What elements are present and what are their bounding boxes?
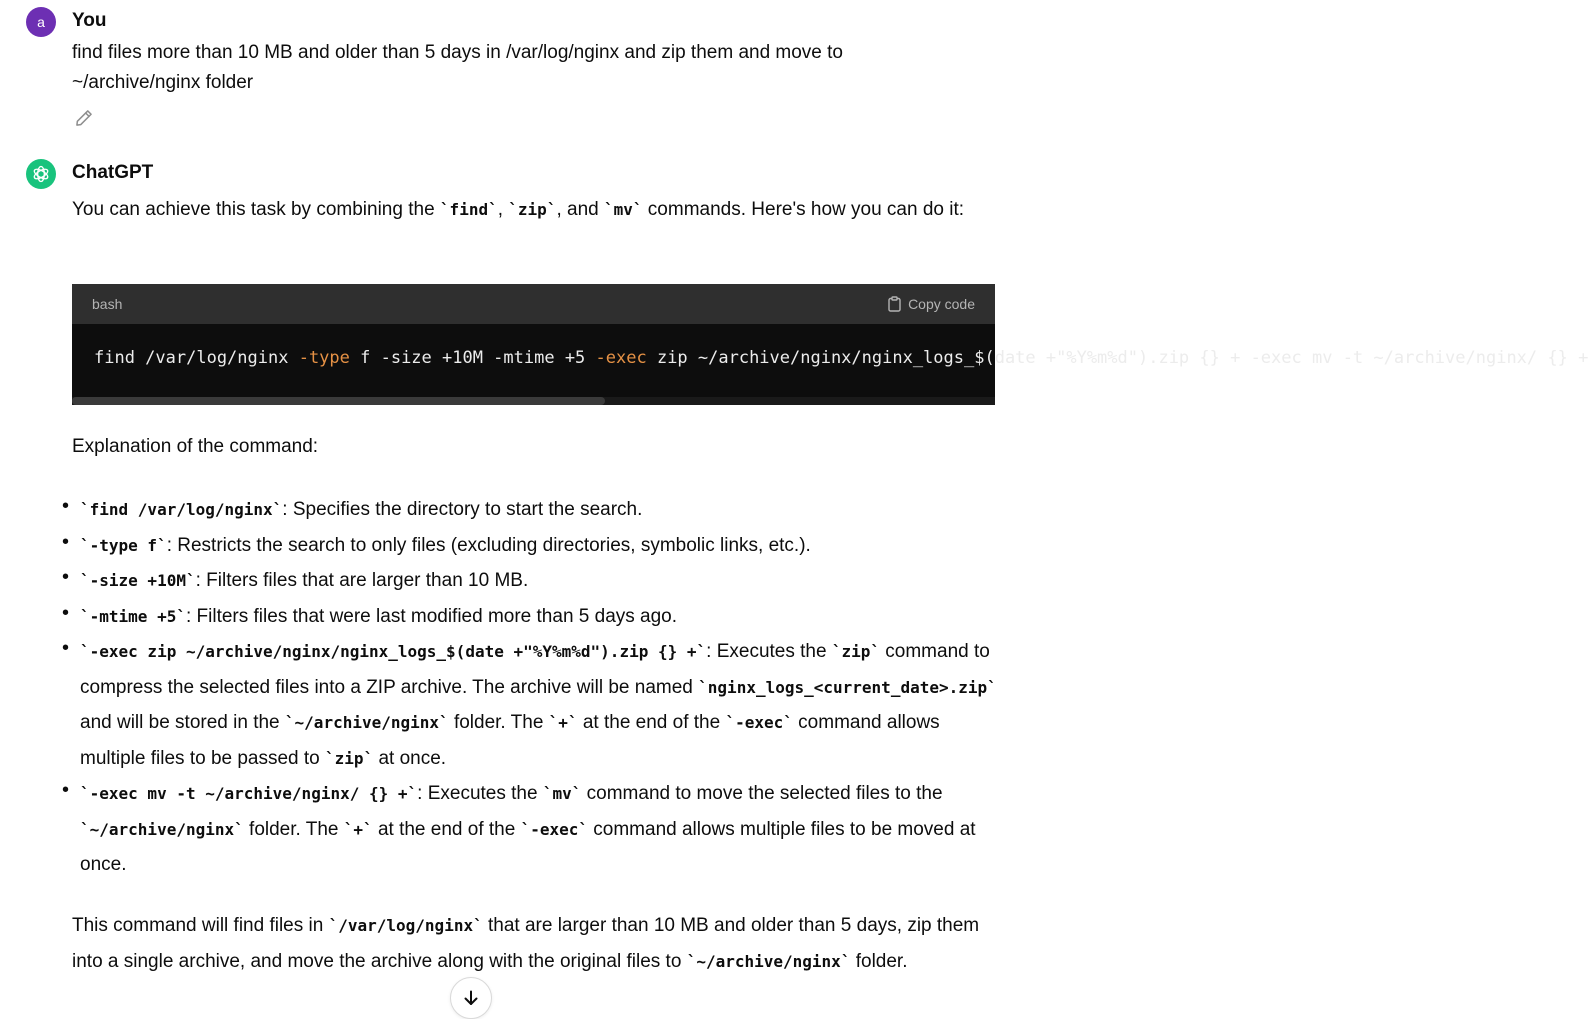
list-item xyxy=(62,634,997,776)
inline-code: `-exec zip ~/archive/nginx/nginx_logs_$(date +"%Y%m%d").zip {} +` xyxy=(80,642,707,661)
list-item-text: : Executes the xyxy=(417,783,543,804)
summary-text: folder. xyxy=(850,950,908,972)
edit-message-button[interactable] xyxy=(74,108,94,128)
list-item-text: command to compress the selected files into a ZIP archive. The archive will be named xyxy=(80,641,990,698)
code-keyword: -type xyxy=(298,348,350,368)
copy-code-button[interactable] xyxy=(887,296,975,312)
assistant-author-name: ChatGPT xyxy=(72,162,154,183)
inline-code: `/var/log/nginx` xyxy=(328,916,483,935)
list-item-text: : Restricts the search to only files (excluding directories, symbolic links, etc.). xyxy=(166,534,811,556)
list-item-text: : Specifies the directory to start the search. xyxy=(282,499,643,520)
inline-code: `nginx_logs_<current_date>.zip` xyxy=(698,677,997,697)
list-item-text: and will be stored in the xyxy=(80,712,285,733)
scroll-to-bottom-button[interactable] xyxy=(450,977,492,1019)
list-item xyxy=(62,528,997,564)
code-keyword: -exec xyxy=(595,348,647,368)
arrow-down-icon xyxy=(462,989,480,1007)
intro-text: , and xyxy=(556,199,604,220)
list-item-text: : Filters files that were last modified more than 5 days ago. xyxy=(185,605,678,627)
clipboard-icon xyxy=(887,296,902,312)
list-item-text: folder. The xyxy=(243,818,344,840)
code-horizontal-scrollbar[interactable] xyxy=(72,397,995,405)
intro-text: , xyxy=(497,199,509,220)
list-item-text: command to move the selected files to the xyxy=(581,783,943,804)
list-item-text: at the end of the xyxy=(372,818,521,840)
list-item-text: folder. The xyxy=(448,712,549,733)
summary-text: that are larger than 10 MB and older than 5 days, zip them into a single archive, and move the archive along with the original files to xyxy=(72,915,980,972)
code-text: zip ~/archive/nginx/nginx_logs_$(date +"%Y%m%d").zip {} + -exec mv -t ~/archive/nginx/ {} + xyxy=(646,348,1588,368)
inline-code: `zip` xyxy=(508,200,557,219)
inline-code: `-exec` xyxy=(725,713,793,732)
inline-code: `find` xyxy=(439,200,498,219)
inline-code: `find /var/log/nginx` xyxy=(80,500,283,519)
inline-code: `-exec mv -t ~/archive/nginx/ {} +` xyxy=(80,784,418,803)
code-block-header xyxy=(72,284,995,324)
code-scrollbar-thumb[interactable] xyxy=(72,397,605,405)
copy-code-label: Copy code xyxy=(908,296,975,312)
inline-code: `zip` xyxy=(831,642,880,661)
user-avatar xyxy=(26,7,56,37)
inline-code: `-mtime +5` xyxy=(80,606,186,626)
list-item xyxy=(62,563,997,599)
inline-code: `~/archive/nginx` xyxy=(284,713,449,732)
inline-code: `mv` xyxy=(542,784,582,803)
inline-code: `+` xyxy=(343,819,373,839)
list-item-text: command allows multiple files to be moved at once. xyxy=(80,818,976,875)
list-item-text: at once. xyxy=(373,747,447,769)
code-language-label: bash xyxy=(92,296,123,312)
assistant-intro xyxy=(72,192,1002,227)
code-content xyxy=(72,324,1588,368)
list-item-text: command allows multiple files to be passed to xyxy=(80,712,940,769)
user-avatar-letter: a xyxy=(37,14,45,30)
openai-logo-icon xyxy=(31,164,51,184)
inline-code: `-exec` xyxy=(520,819,588,839)
list-item-text: : Executes the xyxy=(706,641,832,662)
inline-code: `mv` xyxy=(604,200,643,219)
edit-icon xyxy=(74,108,94,128)
intro-text: commands. Here's how you can do it: xyxy=(642,199,965,220)
explanation-list xyxy=(62,492,997,883)
explanation-title: Explanation of the command: xyxy=(72,436,319,457)
user-author-name: You xyxy=(72,10,107,31)
user-message-text: find files more than 10 MB and older than 5 days in /var/log/nginx and zip them and move to ~/archive/nginx folder xyxy=(72,42,844,93)
list-item xyxy=(62,599,997,635)
summary-text: This command will find files in xyxy=(72,915,329,936)
code-text: find /var/log/nginx xyxy=(94,348,299,368)
intro-text: You can achieve this task by combining the xyxy=(72,199,440,220)
code-block xyxy=(72,284,1588,405)
inline-code: `-size +10M` xyxy=(80,571,196,590)
inline-code: `+` xyxy=(548,713,578,732)
inline-code: `zip` xyxy=(325,748,374,768)
list-item-text: : Filters files that are larger than 10 MB. xyxy=(195,570,529,591)
assistant-avatar xyxy=(26,159,56,189)
summary-paragraph xyxy=(72,908,1002,979)
inline-code: `~/archive/nginx` xyxy=(686,951,851,971)
code-text: f -size +10M -mtime +5 xyxy=(349,348,596,368)
list-item xyxy=(62,776,997,883)
inline-code: `-type f` xyxy=(80,535,167,555)
list-item xyxy=(62,492,997,528)
list-item-text: at the end of the xyxy=(577,712,726,733)
inline-code: `~/archive/nginx` xyxy=(80,819,244,839)
